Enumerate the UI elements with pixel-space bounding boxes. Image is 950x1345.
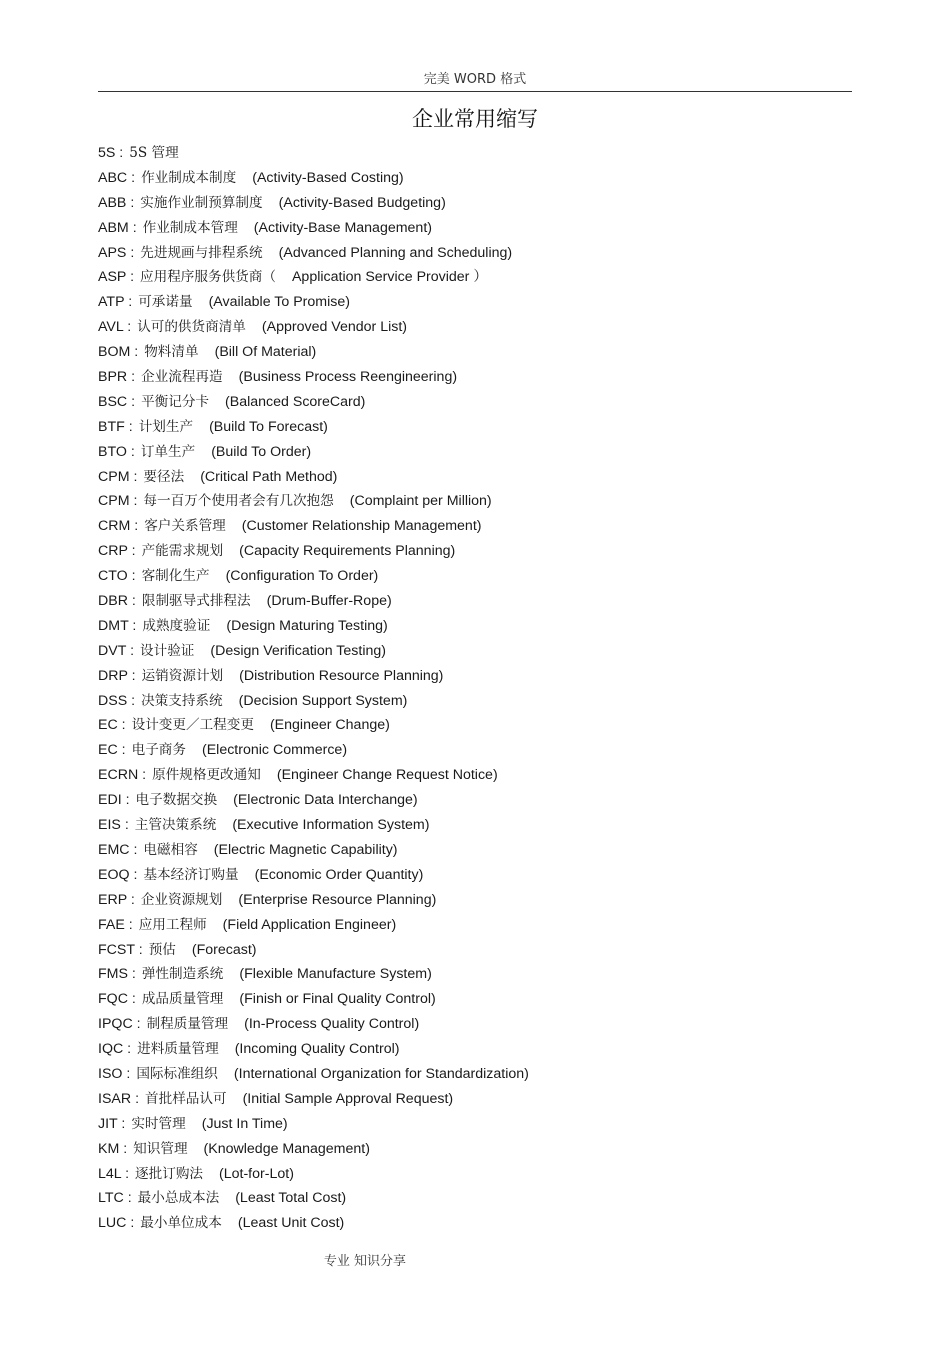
entry-abbreviation: DVT (98, 642, 127, 659)
entry-english-term: (Economic Order Quantity) (254, 866, 424, 883)
entry-chinese-term: 实时管理 (131, 1115, 186, 1132)
abbreviation-entry (98, 664, 858, 689)
entry-chinese-term: 首批样品认可 (145, 1090, 227, 1107)
entry-chinese-term: 平衡记分卡 (141, 393, 210, 410)
entry-english-term: (Initial Sample Approval Request) (242, 1090, 454, 1107)
entry-english-term: (Electric Magnetic Capability) (213, 841, 398, 858)
abbreviation-entry (98, 962, 858, 987)
abbreviation-entry (98, 938, 858, 963)
entry-english-term: (Drum-Buffer-Rope) (266, 593, 392, 610)
entry-chinese-term: 运销资源计划 (141, 667, 224, 684)
entry-chinese-term: 产能需求规划 (141, 543, 224, 560)
entry-chinese-term: 物料清单 (144, 344, 199, 361)
entry-separator: : (121, 792, 130, 809)
entry-abbreviation: ISAR (98, 1090, 132, 1107)
entry-abbreviation: EMC (98, 841, 130, 858)
abbreviation-list (98, 141, 858, 1236)
entry-english-term: (Executive Information System) (232, 817, 430, 834)
abbreviation-entry (98, 265, 858, 290)
entry-chinese-term: 预估 (148, 941, 176, 958)
entry-abbreviation: DRP (98, 667, 128, 684)
entry-separator: : (126, 194, 135, 211)
entry-abbreviation: ABC (98, 169, 128, 186)
entry-chinese-term: 基本经济订购量 (143, 866, 239, 883)
entry-english-term: (Engineer Change) (269, 717, 390, 734)
entry-chinese-term: 作业制成本管理 (142, 219, 238, 236)
entry-english-term: (Configuration To Order) (225, 568, 379, 585)
abbreviation-entry (98, 639, 858, 664)
entry-separator: : (120, 817, 129, 834)
abbreviation-entry (98, 365, 858, 390)
entry-chinese-term: 作业制成本制度 (141, 169, 237, 186)
entry-abbreviation: LTC (98, 1190, 124, 1207)
entry-abbreviation: CPM (98, 468, 130, 485)
abbreviation-entry (98, 1137, 858, 1162)
abbreviation-entry (98, 440, 858, 465)
entry-separator: : (138, 767, 147, 784)
abbreviation-entry (98, 689, 858, 714)
entry-abbreviation: IQC (98, 1041, 124, 1058)
entry-separator: : (127, 393, 136, 410)
entry-chinese-term: 逐批订购法 (135, 1165, 204, 1182)
entry-chinese-term: 客制化生产 (141, 568, 210, 585)
entry-chinese-term: 决策支持系统 (141, 692, 223, 709)
entry-separator: : (129, 841, 138, 858)
entry-abbreviation: ABM (98, 219, 129, 236)
entry-separator: : (127, 667, 136, 684)
entry-abbreviation: ECRN (98, 767, 139, 784)
entry-chinese-term: 计划生产 (138, 418, 194, 435)
entry-separator: : (123, 319, 132, 336)
entry-chinese-term: 最小单位成本 (140, 1215, 222, 1232)
abbreviation-entry (98, 415, 858, 440)
entry-english-term: (Electronic Data Interchange) (233, 792, 418, 809)
entry-abbreviation: DBR (98, 593, 128, 610)
abbreviation-entry (98, 489, 858, 514)
entry-abbreviation: FMS (98, 966, 128, 983)
entry-chinese-term: 设计验证 (140, 642, 195, 659)
entry-english-term: (Decision Support System) (238, 692, 408, 709)
abbreviation-entry (98, 614, 858, 639)
entry-chinese-term: 要径法 (143, 468, 185, 485)
entry-separator: : (121, 1165, 130, 1182)
entry-separator: : (126, 269, 135, 286)
entry-chinese-term: 电子数据交换 (135, 792, 218, 809)
entry-abbreviation: DSS (98, 692, 128, 709)
entry-english-term: (Balanced ScoreCard) (225, 393, 366, 410)
abbreviation-entry (98, 738, 858, 763)
entry-chinese-term: 订单生产 (140, 443, 196, 460)
entry-chinese-term: 成熟度验证 (142, 617, 211, 634)
entry-separator: : (124, 916, 133, 933)
entry-abbreviation: KM (98, 1140, 120, 1157)
entry-english-term: (Incoming Quality Control) (234, 1041, 400, 1058)
entry-english-term: (Activity-Base Management) (253, 219, 432, 236)
entry-chinese-term: 弹性制造系统 (141, 966, 224, 983)
entry-chinese-term: 先进规画与排程系统 (140, 244, 263, 261)
abbreviation-entry (98, 1012, 858, 1037)
entry-english-term: (Critical Path Method) (200, 468, 338, 485)
entry-english-term: (Build To Forecast) (209, 418, 328, 435)
entry-chinese-term: 设计变更／工程变更 (131, 717, 254, 734)
entry-separator: : (126, 642, 135, 659)
abbreviation-entry (98, 1062, 858, 1087)
entry-english-term: (Design Maturing Testing) (226, 617, 388, 634)
entry-abbreviation: CTO (98, 568, 128, 585)
entry-separator: : (129, 866, 138, 883)
abbreviation-entry (98, 913, 858, 938)
entry-separator: : (123, 1041, 132, 1058)
entry-english-term: (Bill Of Material) (214, 344, 317, 361)
entry-english-term: (Engineer Change Request Notice) (276, 767, 498, 784)
entry-abbreviation: ABB (98, 194, 127, 211)
entry-abbreviation: LUC (98, 1215, 127, 1232)
entry-chinese-term: 进料质量管理 (137, 1041, 219, 1058)
entry-chinese-term: 电磁相容 (143, 841, 198, 858)
abbreviation-entry (98, 589, 858, 614)
entry-separator: : (124, 418, 133, 435)
entry-chinese-term: 国际标准组织 (136, 1065, 218, 1082)
abbreviation-entry (98, 315, 858, 340)
abbreviation-entry (98, 1211, 858, 1236)
entry-separator: : (131, 1090, 140, 1107)
entry-chinese-term: 客户关系管理 (144, 518, 226, 535)
page-footer: 专业 知识分享 (323, 1254, 407, 1269)
entry-separator: : (127, 568, 136, 585)
entry-abbreviation: EC (98, 742, 118, 759)
entry-english-term: (Just In Time) (201, 1115, 288, 1132)
entry-separator: : (115, 145, 124, 161)
entry-abbreviation: ERP (98, 891, 127, 908)
entry-chinese-term: 企业资源规划 (140, 891, 223, 908)
entry-abbreviation: JIT (98, 1115, 118, 1132)
entry-english-term: (Lot-for-Lot) (219, 1165, 294, 1182)
entry-chinese-term: 应用程序服务供货商（ (140, 269, 276, 286)
page-header: 完美 WORD 格式 (423, 72, 527, 87)
entry-chinese-term: 最小总成本法 (137, 1190, 220, 1207)
abbreviation-entry (98, 1112, 858, 1137)
entry-chinese-term: 原件规格更改通知 (152, 767, 261, 784)
abbreviation-entry (98, 216, 858, 241)
abbreviation-entry (98, 838, 858, 863)
abbreviation-entry (98, 713, 858, 738)
entry-separator: : (128, 219, 137, 236)
entry-separator: : (126, 443, 135, 460)
entry-separator: : (130, 518, 139, 535)
abbreviation-entry (98, 813, 858, 838)
entry-separator: : (127, 692, 136, 709)
entry-abbreviation: BTO (98, 443, 127, 460)
entry-separator: : (126, 1215, 135, 1232)
entry-abbreviation: APS (98, 244, 127, 261)
entry-english-term: (Advanced Planning and Scheduling) (278, 244, 513, 261)
abbreviation-entry (98, 290, 858, 315)
entry-separator: : (127, 966, 136, 983)
entry-english-term: (Business Process Reengineering) (238, 369, 458, 386)
entry-chinese-term: 每一百万个使用者会有几次抱怨 (143, 493, 334, 510)
entry-abbreviation: FQC (98, 991, 128, 1008)
abbreviation-entry (98, 888, 858, 913)
abbreviation-entry (98, 1162, 858, 1187)
entry-abbreviation: CPM (98, 493, 130, 510)
entry-separator: : (119, 1140, 128, 1157)
entry-chinese-term: 认可的供货商清单 (137, 319, 246, 336)
entry-english-term: (Forecast) (191, 941, 257, 958)
entry-english-term: (In-Process Quality Control) (244, 1016, 420, 1033)
abbreviation-entry (98, 166, 858, 191)
entry-english-term: (Least Total Cost) (235, 1190, 347, 1207)
entry-abbreviation: EOQ (98, 866, 130, 883)
entry-separator: : (117, 1115, 126, 1132)
entry-abbreviation: FCST (98, 941, 135, 958)
abbreviation-entry (98, 564, 858, 589)
document-title: 企业常用缩写 (412, 107, 538, 131)
entry-separator: : (117, 717, 126, 734)
entry-abbreviation: FAE (98, 916, 125, 933)
entry-separator: : (126, 244, 135, 261)
entry-english-term: (Complaint per Million) (349, 493, 492, 510)
entry-abbreviation: BPR (98, 369, 128, 386)
entry-abbreviation: L4L (98, 1165, 122, 1182)
entry-abbreviation: DMT (98, 617, 129, 634)
entry-separator: : (122, 1065, 131, 1082)
entry-abbreviation: EC (98, 717, 118, 734)
entry-chinese-term: 知识管理 (133, 1140, 188, 1157)
entry-separator: : (127, 593, 136, 610)
header-divider (98, 91, 852, 92)
entry-abbreviation: AVL (98, 319, 124, 336)
abbreviation-entry (98, 141, 858, 166)
entry-separator: : (130, 344, 139, 361)
entry-abbreviation: BTF (98, 418, 125, 435)
entry-english-term: (Field Application Engineer) (222, 916, 397, 933)
entry-chinese-term: 可承诺量 (138, 294, 193, 311)
entry-english-term: (International Organization for Standardization) (233, 1065, 529, 1082)
entry-english-term: (Design Verification Testing) (210, 642, 386, 659)
entry-english-term: (Customer Relationship Management) (241, 518, 482, 535)
entry-separator: : (129, 468, 138, 485)
entry-abbreviation: CRP (98, 543, 128, 560)
entry-chinese-term: 电子商务 (131, 742, 186, 759)
entry-separator: : (128, 617, 137, 634)
entry-chinese-term: 实施作业制预算制度 (140, 194, 263, 211)
entry-chinese-term: 企业流程再造 (141, 369, 223, 386)
entry-english-term: (Least Unit Cost) (237, 1215, 345, 1232)
entry-separator: : (127, 369, 136, 386)
entry-abbreviation: CRM (98, 518, 131, 535)
entry-english-term: Application Service Provider ） (291, 269, 488, 286)
entry-abbreviation: ATP (98, 294, 125, 311)
abbreviation-entry (98, 788, 858, 813)
entry-separator: : (127, 991, 136, 1008)
entry-english-term: (Approved Vendor List) (261, 319, 408, 336)
entry-english-term: (Finish or Final Quality Control) (239, 991, 436, 1008)
entry-chinese-term: 应用工程师 (138, 916, 207, 933)
abbreviation-entry (98, 390, 858, 415)
entry-english-term: (Activity-Based Costing) (252, 169, 404, 186)
entry-chinese-term: 限制驱导式排程法 (141, 593, 251, 610)
entry-separator: : (117, 742, 126, 759)
entry-abbreviation: BSC (98, 393, 128, 410)
abbreviation-entry (98, 1186, 858, 1211)
entry-separator: : (132, 1016, 141, 1033)
entry-separator: : (123, 1190, 132, 1207)
abbreviation-entry (98, 191, 858, 216)
abbreviation-entry (98, 340, 858, 365)
abbreviation-entry (98, 1087, 858, 1112)
entry-separator: : (129, 493, 138, 510)
entry-separator: : (126, 891, 135, 908)
entry-chinese-term: 成品质量管理 (141, 991, 224, 1008)
entry-english-term: (Electronic Commerce) (201, 742, 348, 759)
entry-english-term: (Available To Promise) (208, 294, 350, 311)
entry-abbreviation: ASP (98, 269, 127, 286)
entry-separator: : (124, 294, 133, 311)
abbreviation-entry (98, 863, 858, 888)
abbreviation-entry (98, 763, 858, 788)
abbreviation-entry (98, 514, 858, 539)
entry-english-term: (Activity-Based Budgeting) (278, 194, 446, 211)
entry-abbreviation: BOM (98, 344, 131, 361)
abbreviation-entry (98, 987, 858, 1012)
entry-chinese-term: 制程质量管理 (146, 1016, 229, 1033)
entry-english-term: (Knowledge Management) (203, 1140, 370, 1157)
entry-separator: : (134, 941, 143, 958)
entry-chinese-term: 主管决策系统 (134, 817, 217, 834)
entry-english-term: (Build To Order) (211, 443, 312, 460)
entry-abbreviation: 5S (98, 145, 116, 161)
entry-abbreviation: EIS (98, 817, 121, 834)
entry-chinese-term: 5S 管理 (129, 145, 179, 161)
abbreviation-entry (98, 465, 858, 490)
entry-abbreviation: IPQC (98, 1016, 133, 1033)
entry-english-term: (Distribution Resource Planning) (239, 667, 444, 684)
entry-abbreviation: EDI (98, 792, 122, 809)
entry-english-term: (Enterprise Resource Planning) (238, 891, 437, 908)
abbreviation-entry (98, 1037, 858, 1062)
entry-english-term: (Capacity Requirements Planning) (239, 543, 456, 560)
entry-separator: : (127, 169, 136, 186)
abbreviation-entry (98, 241, 858, 266)
entry-english-term: (Flexible Manufacture System) (239, 966, 432, 983)
abbreviation-entry (98, 539, 858, 564)
entry-abbreviation: ISO (98, 1065, 123, 1082)
entry-separator: : (127, 543, 136, 560)
